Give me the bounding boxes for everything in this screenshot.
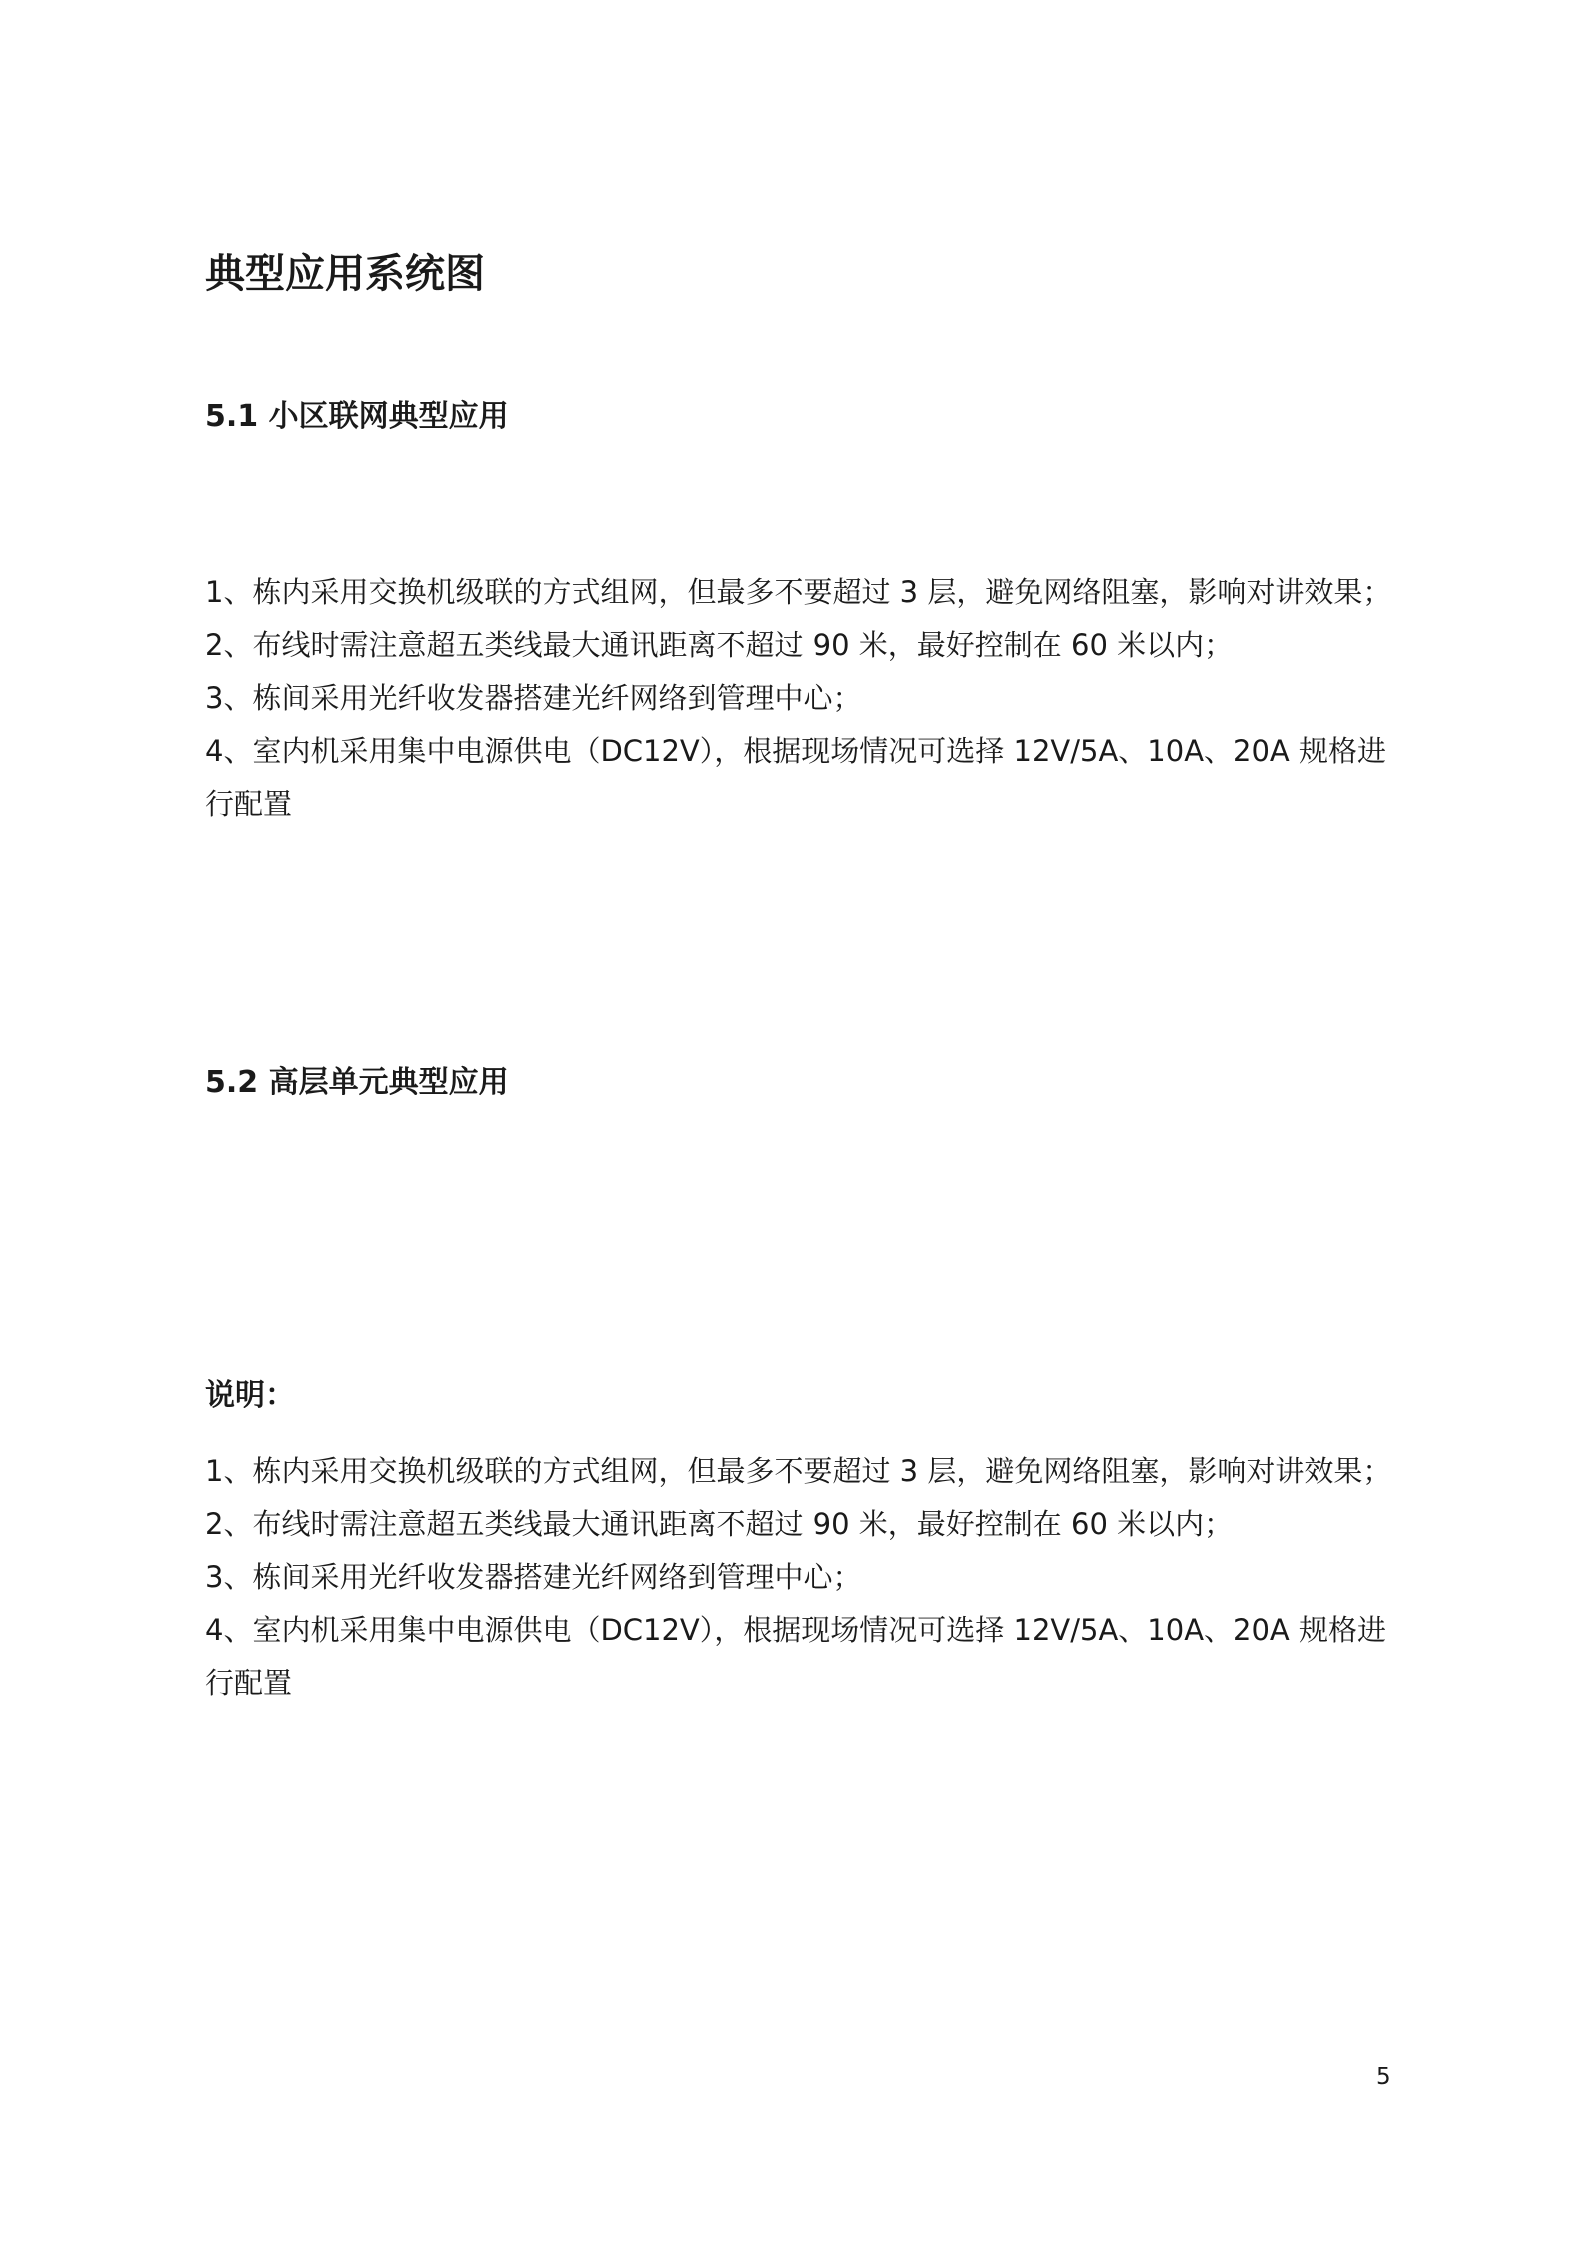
page-title: 典型应用系统图: [205, 251, 485, 297]
list-item: 2、布线时需注意超五类线最大通讯距离不超过 90 米，最好控制在 60 米以内；: [205, 1507, 1234, 1541]
list-item: 1、栋内采用交换机级联的方式组网，但最多不要超过 3 层，避免网络阻塞，影响对讲效果；: [205, 575, 1392, 609]
section-heading-5-2: 5.2 高层单元典型应用: [205, 1065, 509, 1100]
note-label: 说明：: [205, 1378, 295, 1413]
list-item: 1、栋内采用交换机级联的方式组网，但最多不要超过 3 层，避免网络阻塞，影响对讲效果；: [205, 1454, 1392, 1488]
section-heading-5-1: 5.1 小区联网典型应用: [205, 399, 509, 434]
page-number: 5: [1376, 2064, 1391, 2090]
list-item: 4、室内机采用集中电源供电（DC12V），根据现场情况可选择 12V/5A、10A、20A 规格进行配置: [205, 1613, 1386, 1700]
list-item: 2、布线时需注意超五类线最大通讯距离不超过 90 米，最好控制在 60 米以内；: [205, 628, 1234, 662]
section-5-2-list: [205, 1445, 1395, 1710]
list-item: 3、栋间采用光纤收发器搭建光纤网络到管理中心；: [205, 1560, 862, 1594]
list-item: 4、室内机采用集中电源供电（DC12V），根据现场情况可选择 12V/5A、10A、20A 规格进行配置: [205, 734, 1386, 821]
section-5-1-list: [205, 566, 1395, 831]
list-item: 3、栋间采用光纤收发器搭建光纤网络到管理中心；: [205, 681, 862, 715]
